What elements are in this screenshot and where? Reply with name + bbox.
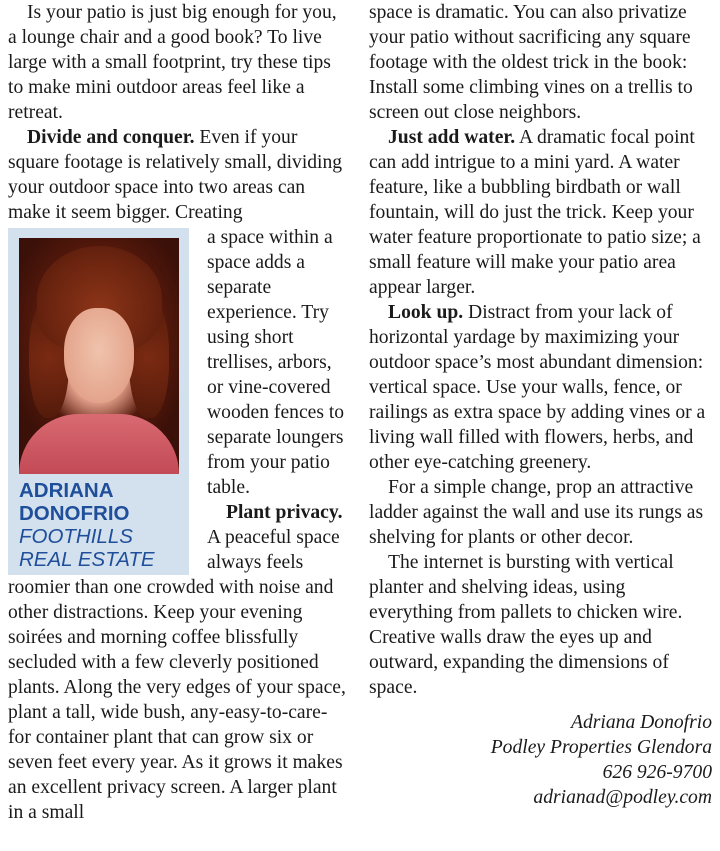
divide-body-2: a space within a space adds a separate experience. Try using short trellises, arbors, or vine-covered wooden fences to separate loungers from your patio table.: [207, 227, 345, 498]
privacy-continued: space is dramatic. You can also privatize your patio without sacrificing any square footage with the oldest trick in the book: Install some climbing vines on a trellis to screen out close neighbors.: [369, 2, 693, 123]
left-column: [8, 0, 346, 825]
divide-lead: Divide and conquer.: [27, 127, 195, 148]
author-company: FOOTHILLS REAL ESTATE: [19, 525, 155, 571]
lookup-paragraph: [369, 300, 712, 475]
water-paragraph: [369, 125, 712, 300]
right-column: [369, 0, 712, 810]
signature-name: Adriana Donofrio: [571, 712, 712, 733]
ladder-paragraph: For a simple change, prop an attractive ladder against the wall and use its rungs as shelving for plants or other decor.: [369, 477, 704, 548]
signature-phone: 626 926-9700: [602, 762, 712, 783]
author-photo: [19, 238, 179, 474]
water-body: A dramatic focal point can add intrigue to a mini yard. A water feature, like a bubbling birdbath or wall fountain, will do just the trick. Keep your water feature proportionate to patio size; a small feature will make your patio area appear larger.: [369, 127, 701, 298]
signature-company: Podley Properties Glendora: [490, 737, 712, 758]
divide-body-1: Even if your square footage is relatively small, dividing your outdoor space into two areas can make it seem bigger. Creating: [8, 127, 343, 223]
author-box: [8, 228, 189, 575]
signature-email: adrianad@podley.com: [533, 787, 712, 808]
divide-paragraph: [8, 125, 346, 225]
water-lead: Just add water.: [388, 127, 516, 148]
author-name: ADRIANA DONOFRIO: [19, 479, 130, 525]
signature-block: [369, 710, 712, 810]
lookup-lead: Look up.: [388, 302, 464, 323]
privacy-lead: Plant privacy.: [226, 502, 343, 523]
intro-paragraph: Is your patio is just big enough for you, a lounge chair and a good book? To live large with a small footprint, try these tips to make mini outdoor areas feel like a retreat.: [8, 2, 337, 123]
internet-paragraph: The internet is bursting with vertical planter and shelving ideas, using everything from pallets to chicken wire. Creative walls draw the eyes up and outward, expanding the dimensions of space.: [369, 552, 683, 698]
privacy-paragraph: Plant privacy. A peaceful space always feels roomier than one crowded with noise and other distractions. Keep your evening soirées and morning coffee blissfully secluded with a few cleverly positioned plants. Along the very edges of your space, plant a tall, wide bush, any-easy-to-care-for container plant that can grow six or seven feet every year. As it grows it makes an excellent privacy screen. A larger plant in a small: [8, 502, 346, 823]
lookup-body: Distract from your lack of horizontal yardage by maximizing your outdoor space’s most abundant dimension: vertical space. Use your walls, fence, or railings as extra space by adding vines or a living wall filled with flowers, herbs, and other eye-catching greenery.: [369, 302, 706, 473]
